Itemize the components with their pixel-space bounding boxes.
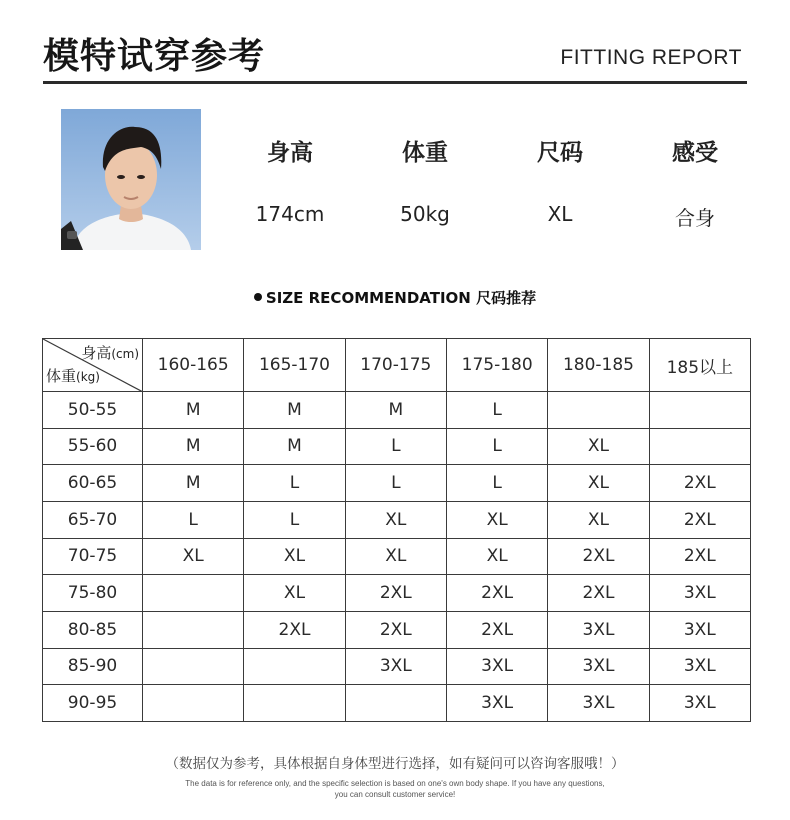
size-cell: 2XL (244, 611, 345, 648)
table-row (43, 611, 751, 648)
size-cell: XL (548, 501, 649, 538)
height-range-header: 160-165 (143, 339, 244, 392)
size-cell (649, 428, 750, 465)
size-cell: M (345, 392, 446, 429)
table-row (43, 685, 751, 722)
disclaimer-english (0, 778, 790, 800)
size-cell: XL (446, 501, 547, 538)
stat-value-height: 174cm (255, 202, 325, 226)
size-cell: L (446, 392, 547, 429)
size-cell: 3XL (345, 648, 446, 685)
weight-range-cell: 70-75 (43, 538, 143, 575)
weight-range-cell: 65-70 (43, 501, 143, 538)
stat-label-height: 身高 (267, 140, 313, 166)
bullet-icon (254, 293, 262, 301)
size-cell: 3XL (548, 611, 649, 648)
size-cell: XL (143, 538, 244, 575)
size-cell: 3XL (649, 575, 750, 612)
height-range-header: 165-170 (244, 339, 345, 392)
size-cell: M (143, 392, 244, 429)
size-cell: XL (244, 575, 345, 612)
weight-range-cell: 75-80 (43, 575, 143, 612)
size-cell: 3XL (649, 685, 750, 722)
table-row (43, 501, 751, 538)
header-divider (43, 81, 747, 84)
size-cell: M (244, 428, 345, 465)
size-cell: XL (446, 538, 547, 575)
size-cell: 3XL (649, 648, 750, 685)
disclaimer-chinese: （数据仅为参考，具体根据自身体型进行选择，如有疑问可以咨询客服哦！） (165, 756, 625, 772)
disclaimer-english-line: you can consult customer service! (334, 790, 456, 799)
page-title: 模特试穿参考 (43, 36, 266, 77)
size-cell: XL (548, 465, 649, 502)
size-cell: M (244, 392, 345, 429)
size-cell: M (143, 465, 244, 502)
size-cell: 2XL (548, 538, 649, 575)
size-cell: 3XL (548, 648, 649, 685)
size-cell: XL (548, 428, 649, 465)
weight-range-cell: 80-85 (43, 611, 143, 648)
weight-range-cell: 85-90 (43, 648, 143, 685)
size-cell: L (446, 428, 547, 465)
weight-range-cell: 90-95 (43, 685, 143, 722)
corner-weight-unit: (kg) (76, 370, 100, 384)
height-range-header: 180-185 (548, 339, 649, 392)
size-chart-table (42, 338, 751, 722)
section-title-text: SIZE RECOMMENDATION 尺码推荐 (265, 289, 537, 307)
size-cell: 3XL (446, 648, 547, 685)
size-cell: XL (345, 538, 446, 575)
corner-height-label (81, 342, 139, 363)
size-cell: M (143, 428, 244, 465)
size-cell: L (244, 465, 345, 502)
size-cell: L (345, 465, 446, 502)
stat-value-weight: 50kg (400, 202, 450, 226)
corner-height-unit: (cm) (111, 347, 139, 361)
size-cell: 2XL (548, 575, 649, 612)
weight-range-cell: 50-55 (43, 392, 143, 429)
stat-label-size: 尺码 (537, 140, 583, 166)
size-cell: 3XL (548, 685, 649, 722)
size-cell: 2XL (649, 538, 750, 575)
stat-value-fit: 合身 (675, 206, 715, 230)
weight-range-cell: 55-60 (43, 428, 143, 465)
size-cell: 2XL (446, 575, 547, 612)
size-cell: L (446, 465, 547, 502)
table-corner-cell (43, 339, 143, 392)
table-row (43, 538, 751, 575)
size-cell: 2XL (345, 611, 446, 648)
table-row (43, 428, 751, 465)
table-row (43, 392, 751, 429)
section-heading (0, 287, 790, 308)
corner-weight-label (46, 365, 100, 386)
size-cell (244, 685, 345, 722)
stat-label-weight: 体重 (402, 140, 448, 166)
size-cell (244, 648, 345, 685)
table-row (43, 575, 751, 612)
size-cell: 2XL (446, 611, 547, 648)
size-cell: L (244, 501, 345, 538)
height-range-header: 170-175 (345, 339, 446, 392)
height-range-header: 185以上 (649, 339, 750, 392)
table-header-row (43, 339, 751, 392)
size-cell (143, 685, 244, 722)
size-cell (345, 685, 446, 722)
size-cell (143, 611, 244, 648)
size-cell: 2XL (649, 501, 750, 538)
corner-height-text: 身高 (81, 344, 112, 362)
weight-range-cell: 60-65 (43, 465, 143, 502)
size-cell: XL (244, 538, 345, 575)
table-row (43, 465, 751, 502)
page-subtitle: FITTING REPORT (560, 46, 742, 69)
height-range-header: 175-180 (446, 339, 547, 392)
disclaimer-english-line: The data is for reference only, and the specific selection is based on one's own body shape. If you have any questions, (185, 779, 605, 788)
corner-weight-text: 体重 (46, 367, 77, 385)
size-cell (143, 648, 244, 685)
size-cell (649, 392, 750, 429)
model-photo (61, 109, 201, 250)
size-cell: 2XL (345, 575, 446, 612)
size-cell: 3XL (446, 685, 547, 722)
stat-value-size: XL (547, 202, 573, 226)
table-row (43, 648, 751, 685)
stat-label-fit: 感受 (672, 140, 718, 166)
size-cell: 2XL (649, 465, 750, 502)
size-cell (143, 575, 244, 612)
size-cell: 3XL (649, 611, 750, 648)
size-cell: L (345, 428, 446, 465)
size-cell: XL (345, 501, 446, 538)
size-cell (548, 392, 649, 429)
size-cell: L (143, 501, 244, 538)
